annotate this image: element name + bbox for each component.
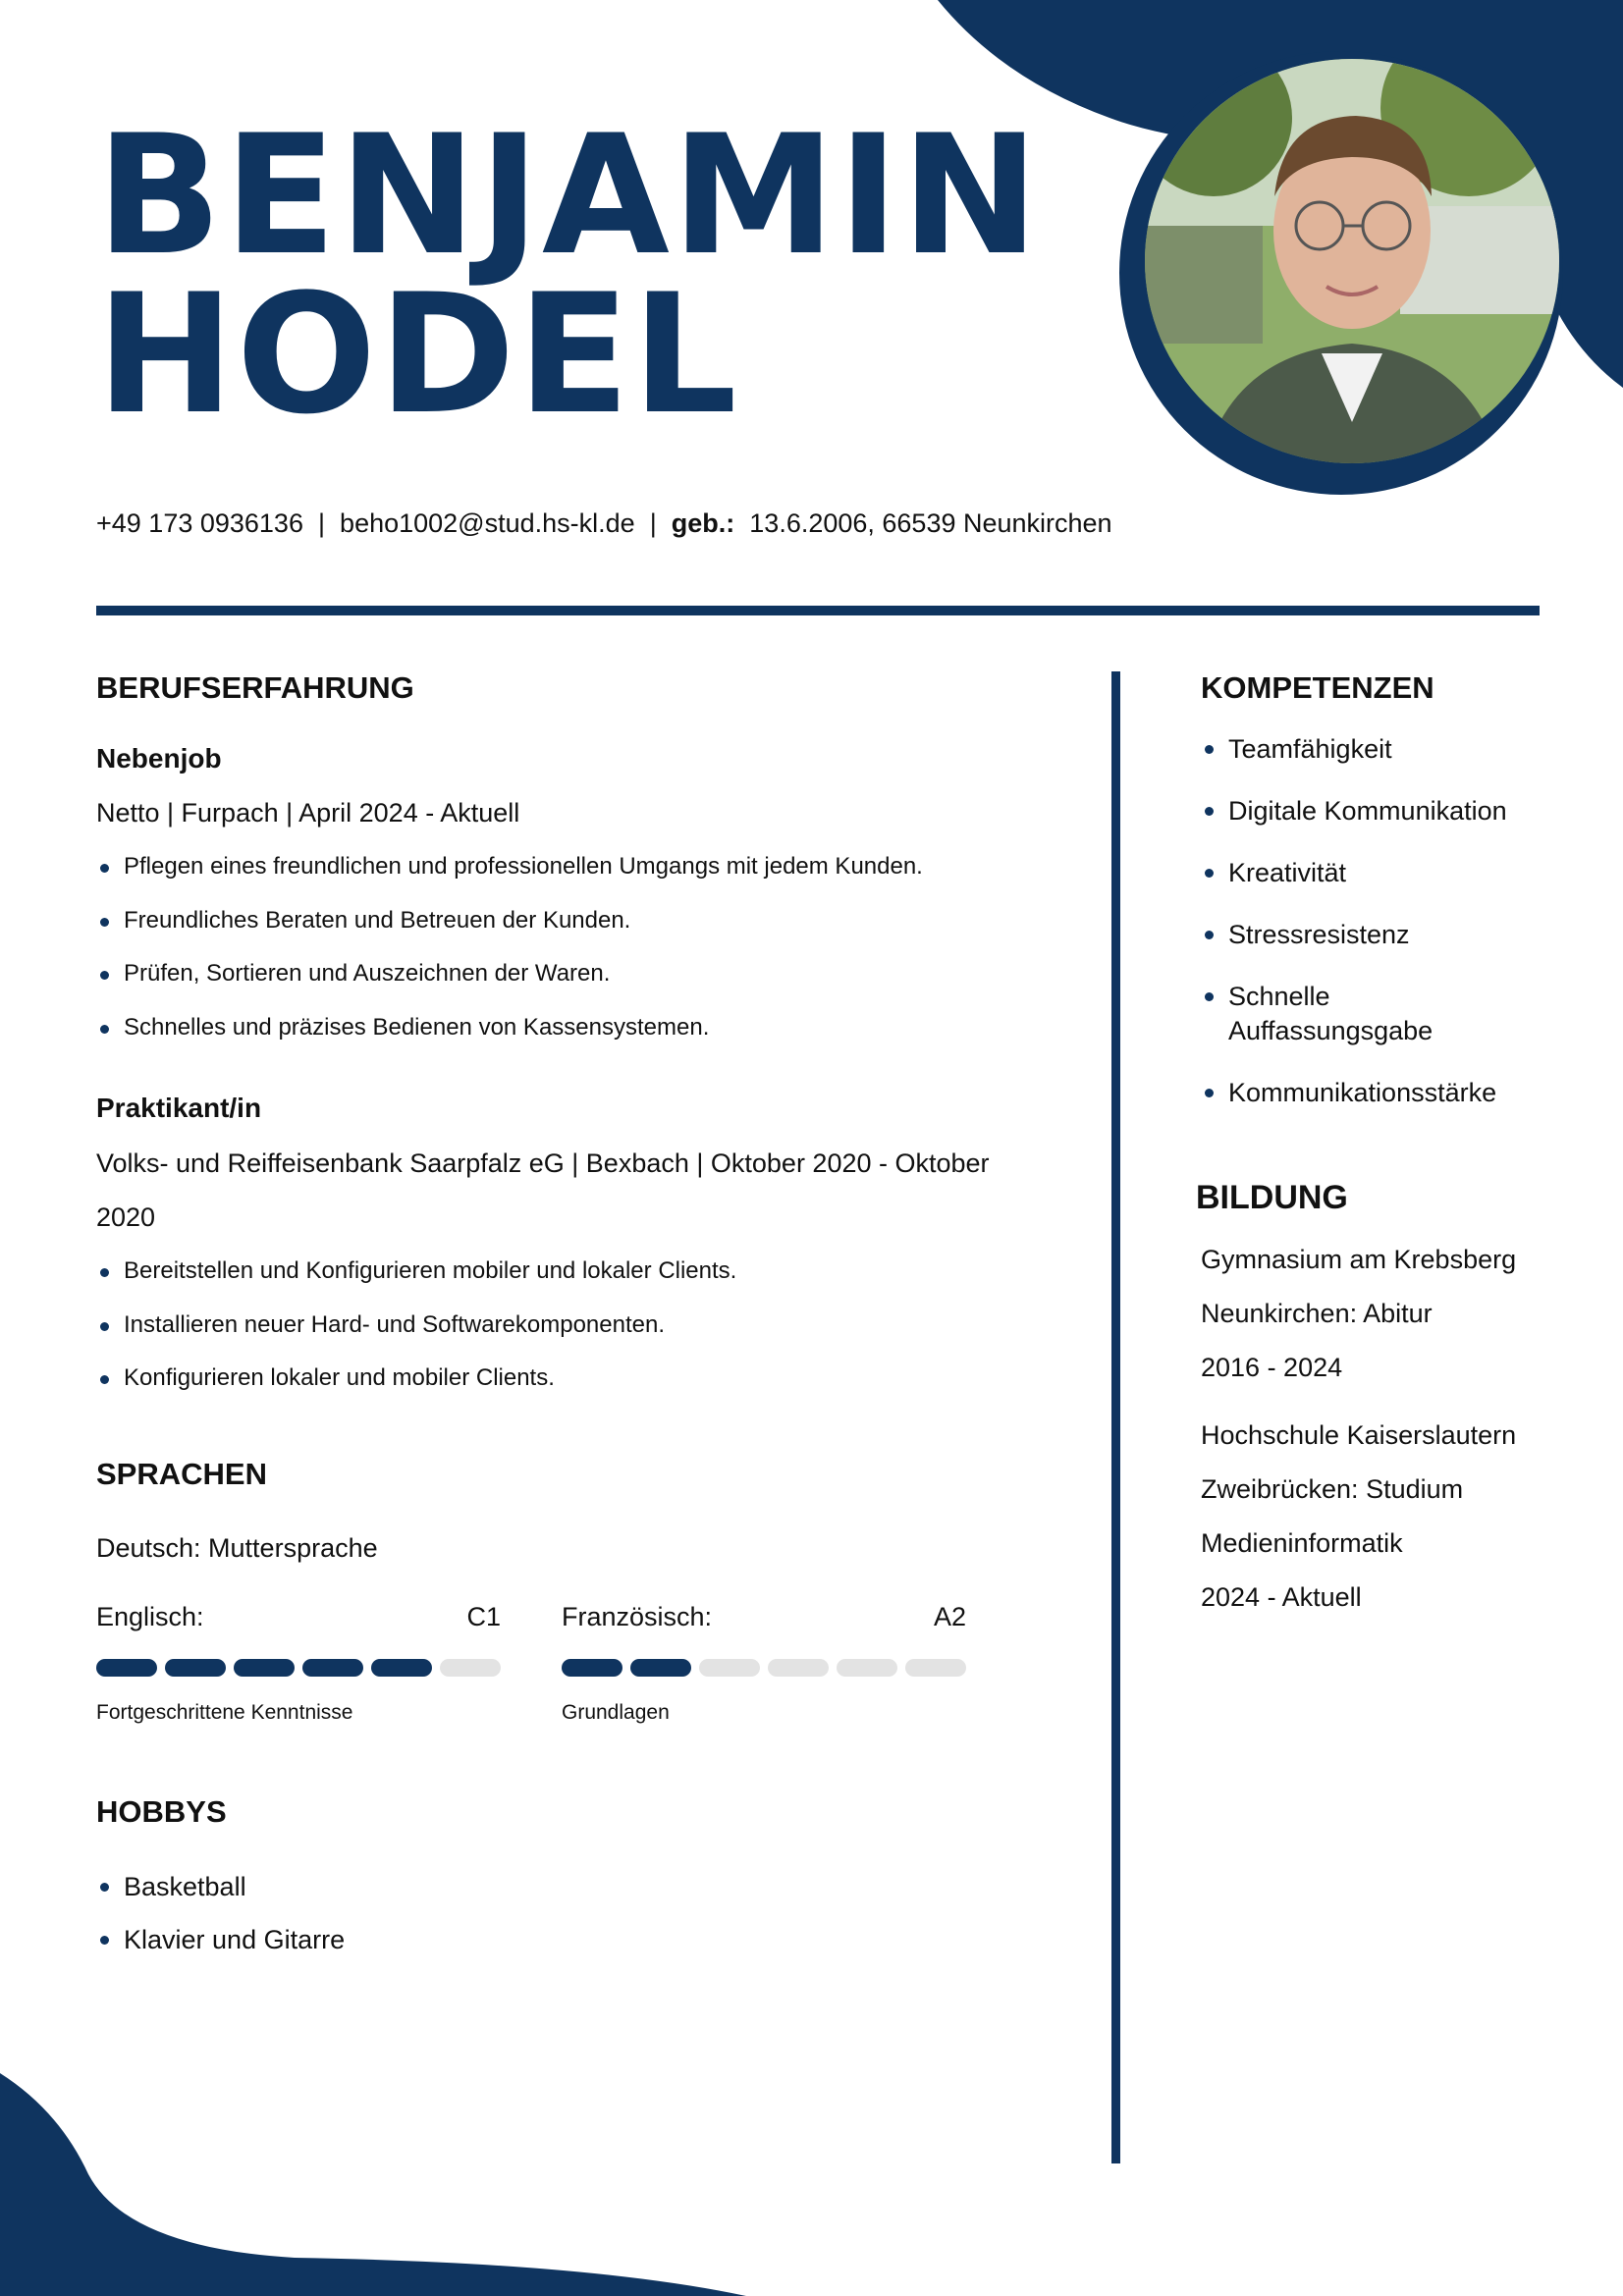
education-line: Neunkirchen: Abitur	[1201, 1299, 1433, 1328]
vertical-divider	[1111, 671, 1120, 2163]
list-item: Schnelles und präzises Bedienen von Kassensystemen.	[96, 1013, 923, 1067]
level-segment	[440, 1659, 501, 1677]
bottom-left-wave	[0, 2073, 746, 2296]
job-meta-line2: 2020	[96, 1202, 156, 1232]
list-item: Kreativität	[1201, 856, 1554, 890]
languages-heading: SPRACHEN	[96, 1457, 267, 1491]
level-segment	[630, 1659, 691, 1677]
list-item: Bereitstellen und Konfigurieren mobiler und lokaler Clients.	[96, 1256, 736, 1310]
level-segment	[837, 1659, 897, 1677]
level-segment	[562, 1659, 622, 1677]
education-line: Hochschule Kaiserslautern	[1201, 1420, 1517, 1450]
first-name: BENJAMIN	[96, 99, 1042, 292]
level-segment	[165, 1659, 226, 1677]
list-item: Stressresistenz	[1201, 918, 1554, 952]
job-meta-line1: Volks- und Reiffeisenbank Saarpfalz eG | Bexbach | Oktober 2020 - Oktober	[96, 1148, 990, 1178]
list-item: Klavier und Gitarre	[96, 1924, 345, 1977]
language-description: Fortgeschrittene Kenntnisse	[96, 1701, 353, 1724]
list-item: Schnelle Auffassungsgabe	[1201, 980, 1425, 1048]
list-item: Teamfähigkeit	[1201, 732, 1554, 767]
education-entry	[1201, 1409, 1516, 1625]
education-line: 2024 - Aktuell	[1201, 1582, 1362, 1612]
list-item: Pflegen eines freundlichen und professionellen Umgangs mit jedem Kunden.	[96, 852, 923, 906]
list-item: Installieren neuer Hard- und Softwarekomponenten.	[96, 1310, 736, 1364]
level-segment	[699, 1659, 760, 1677]
separator: |	[318, 508, 326, 538]
birth-label: geb.:	[671, 508, 735, 538]
email[interactable]: beho1002@stud.hs-kl.de	[340, 508, 635, 538]
list-item: Basketball	[96, 1871, 345, 1924]
contact-line	[96, 508, 1112, 539]
candidate-name	[96, 99, 1042, 451]
experience-heading: BERUFSERFAHRUNG	[96, 670, 414, 705]
language-level: C1	[466, 1602, 501, 1631]
list-item: Konfigurieren lokaler und mobiler Clients.	[96, 1363, 736, 1417]
education-line: Medieninformatik	[1201, 1528, 1403, 1558]
job-bullets	[96, 1256, 736, 1417]
level-segment	[371, 1659, 432, 1677]
list-item: Prüfen, Sortieren und Auszeichnen der Waren.	[96, 959, 923, 1013]
list-item: Kommunikationsstärke	[1201, 1076, 1554, 1110]
separator: |	[649, 508, 657, 538]
job-title: Nebenjob	[96, 743, 222, 774]
skills-list	[1201, 732, 1554, 1138]
horizontal-divider	[96, 606, 1540, 615]
language-level-bar	[96, 1659, 501, 1677]
last-name: HODEL	[96, 258, 739, 451]
skills-heading: KOMPETENZEN	[1201, 670, 1434, 705]
language-level: A2	[933, 1602, 966, 1631]
level-segment	[234, 1659, 295, 1677]
language-level-bar	[562, 1659, 966, 1677]
education-line: Zweibrücken: Studium	[1201, 1474, 1464, 1504]
list-item: Digitale Kommunikation	[1201, 794, 1554, 828]
language-name: Englisch:	[96, 1602, 204, 1631]
language-name: Französisch:	[562, 1602, 713, 1631]
job-meta: Netto | Furpach | April 2024 - Aktuell	[96, 798, 520, 828]
level-segment	[768, 1659, 829, 1677]
hobbies-heading: HOBBYS	[96, 1794, 227, 1829]
level-segment	[96, 1659, 157, 1677]
education-heading: BILDUNG	[1196, 1179, 1348, 1216]
education-line: 2016 - 2024	[1201, 1353, 1343, 1382]
list-item: Freundliches Beraten und Betreuen der Kunden.	[96, 906, 923, 960]
native-language: Deutsch: Muttersprache	[96, 1533, 378, 1563]
level-segment	[905, 1659, 966, 1677]
education-entry	[1201, 1233, 1516, 1395]
language-description: Grundlagen	[562, 1701, 670, 1724]
profile-photo	[1145, 59, 1559, 463]
education-line: Gymnasium am Krebsberg	[1201, 1245, 1517, 1274]
job-bullets	[96, 852, 923, 1066]
job-title: Praktikant/in	[96, 1093, 262, 1123]
hobbies-list	[96, 1871, 345, 1977]
phone[interactable]: +49 173 0936136	[96, 508, 303, 538]
level-segment	[302, 1659, 363, 1677]
birth-value: 13.6.2006, 66539 Neunkirchen	[749, 508, 1112, 538]
